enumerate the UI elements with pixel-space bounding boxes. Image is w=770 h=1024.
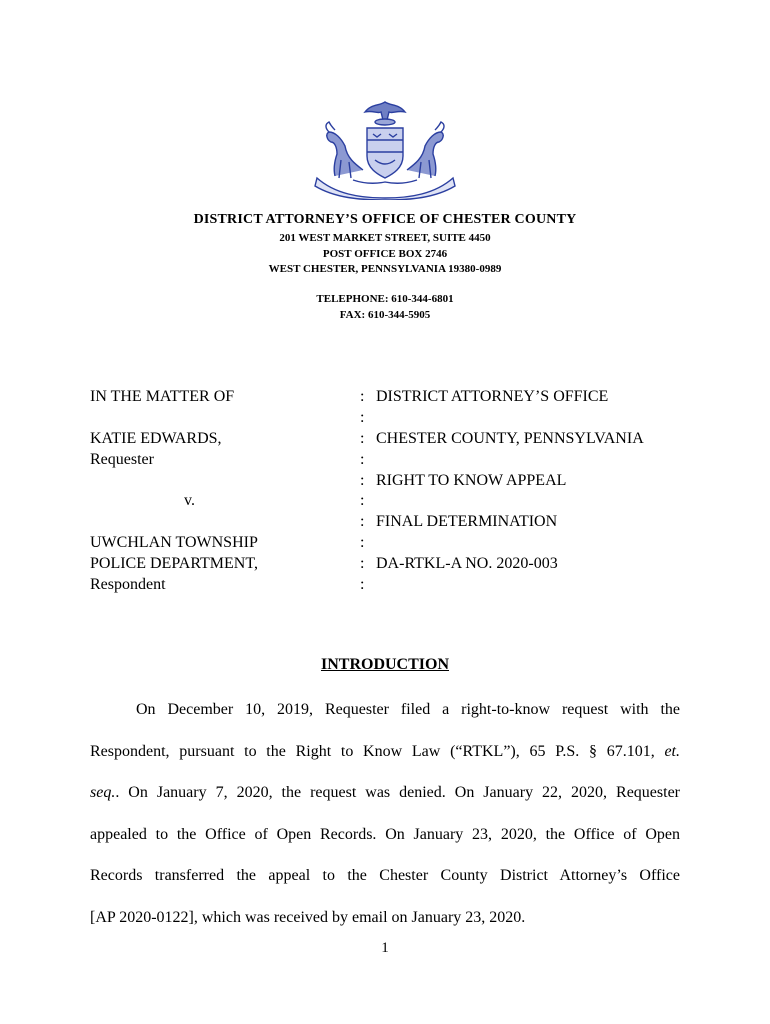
caption-county: CHESTER COUNTY, PENNSYLVANIA [376,430,644,447]
caption-colon: : [360,472,365,489]
caption-appeal-type: RIGHT TO KNOW APPEAL [376,472,567,489]
paragraph-line [90,783,680,803]
caption-colon: : [360,555,365,572]
office-name: DISTRICT ATTORNEY’S OFFICE OF CHESTER COUNTY [193,212,577,227]
caption-respondent-role: Respondent [90,576,166,593]
paragraph-line: Records transferred the appeal to the Chester County District Attorney’s Office [90,867,680,884]
caption-requester-name: KATIE EDWARDS, [90,430,222,447]
address-line-2: POST OFFICE BOX 2746 [322,248,448,260]
caption-colon: : [360,492,365,509]
caption-requester-role: Requester [90,451,154,468]
fax-line: FAX: 610-344-5905 [339,309,431,321]
pennsylvania-coat-of-arms-seal [305,98,465,200]
paragraph-line: appealed to the Office of Open Records. On January 23, 2020, the Office of Open [90,826,680,843]
page-number: 1 [381,940,389,956]
caption-respondent-line-2: POLICE DEPARTMENT, [90,555,258,572]
caption-colon: : [360,409,365,426]
paragraph-line: [AP 2020-0122], which was received by email on January 23, 2020. [90,909,526,926]
caption-respondent-line-1: UWCHLAN TOWNSHIP [90,534,258,551]
paragraph-text: Respondent, pursuant to the Right to Know Law (“RTKL”), 65 P.S. § 67.101, [90,743,665,760]
paragraph-line [90,742,680,762]
paragraph-italic-text: seq. [90,784,116,801]
caption-matter: IN THE MATTER OF [90,388,235,405]
paragraph-italic-text: et. [664,743,680,760]
paragraph-text: . On January 7, 2020, the request was denied. On January 22, 2020, Requester [115,784,680,801]
address-line-3: WEST CHESTER, PENNSYLVANIA 19380-0989 [268,263,502,275]
caption-colon: : [360,534,365,551]
caption-versus: v. [184,492,195,509]
introduction-heading: INTRODUCTION [320,656,449,673]
caption-office: DISTRICT ATTORNEY’S OFFICE [376,388,609,405]
caption-colon: : [360,576,365,593]
caption-colon: : [360,388,365,405]
caption-colon: : [360,451,365,468]
caption-colon: : [360,430,365,447]
address-line-1: 201 WEST MARKET STREET, SUITE 4450 [279,232,491,244]
caption-docket-number: DA-RTKL-A NO. 2020-003 [376,555,558,572]
caption-determination: FINAL DETERMINATION [376,513,558,530]
paragraph-line: On December 10, 2019, Requester filed a right-to-know request with the [136,701,680,718]
caption-colon: : [360,513,365,530]
telephone-line: TELEPHONE: 610-344-6801 [316,293,454,305]
